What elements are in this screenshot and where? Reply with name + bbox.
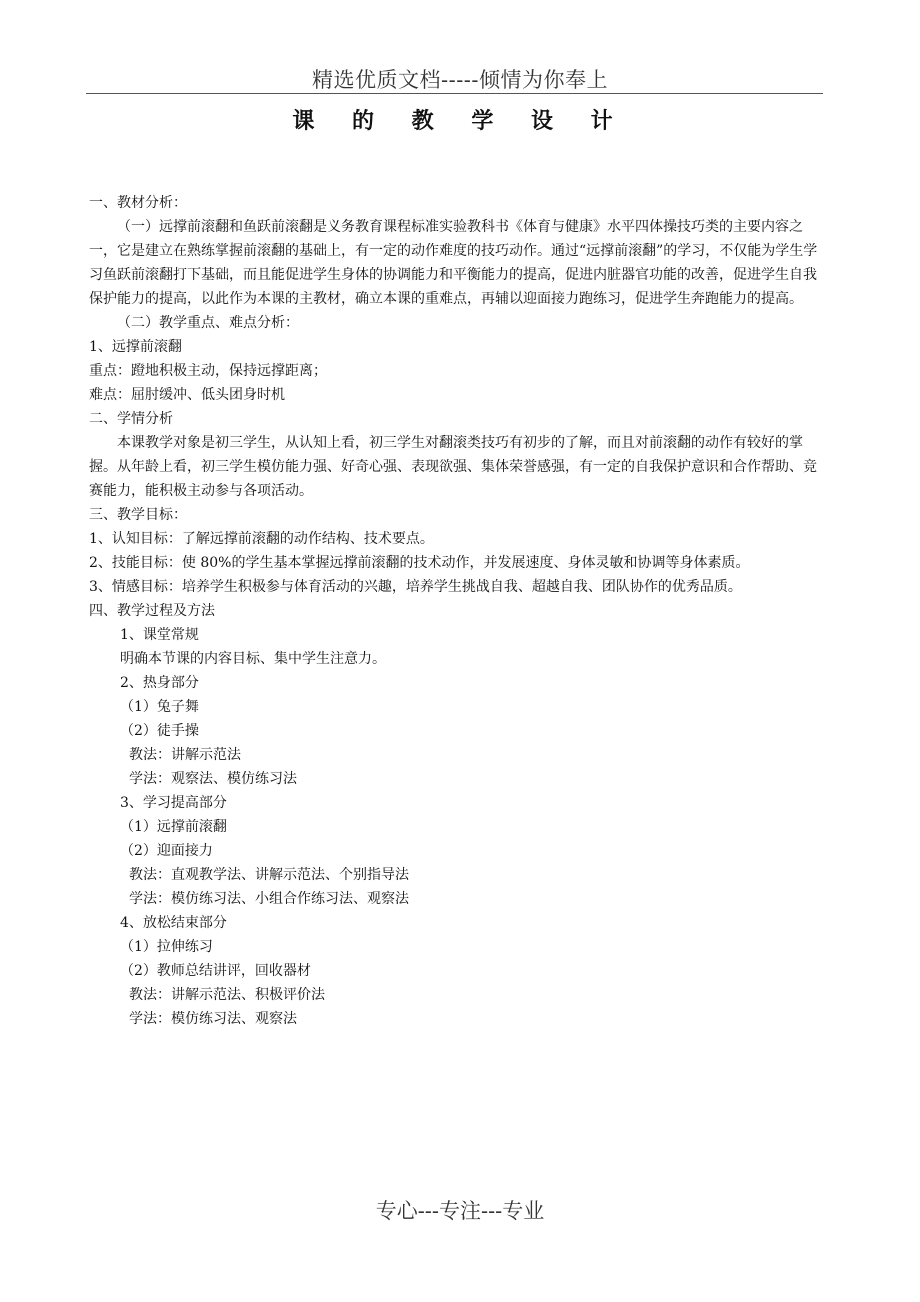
process-line: （2）徒手操	[120, 723, 199, 739]
list-item: 1、远撑前滚翻	[89, 339, 182, 355]
header-divider	[86, 93, 823, 94]
paragraph: （一）远撑前滚翻和鱼跃前滚翻是义务教育课程标准实验教科书《体育与健康》水平四体操技巧类的主要内容之一，它是建立在熟练掌握前滚翻的基础上，有一定的动作难度的技巧动作。通过“远撑前滚翻”的学习，不仅能为学生学习鱼跃前滚翻打下基础，而且能促进学生身体的协调能力和平衡能力的提高，促进内脏器官功能的改善，促进学生自我保护能力的提高，以此作为本课的主教材，确立本课的重难点，再辅以迎面接力跑练习，促进学生奔跑能力的提高。	[89, 219, 818, 307]
section-material-analysis	[89, 191, 822, 407]
goal-item	[89, 527, 822, 551]
process-line: 学法：模仿练习法、观察法	[129, 1011, 297, 1027]
process-line: 3、学习提高部分	[120, 795, 227, 811]
process-line: （1）拉伸练习	[120, 939, 213, 955]
process-line: 学法：模仿练习法、小组合作练习法、观察法	[129, 891, 409, 907]
goal-text: 了解远撑前滚翻的动作结构、技术要点。	[181, 531, 434, 547]
key-point: 重点：蹬地积极主动，保持远撑距离；	[89, 363, 327, 379]
goal-item	[89, 551, 822, 575]
difficult-point: 难点：屈肘缓冲、低头团身时机	[89, 387, 285, 403]
process-line: 教法：讲解示范法、积极评价法	[129, 987, 325, 1003]
goal-label: 1、认知目标：	[89, 531, 182, 547]
section-heading: 二、学情分析	[89, 411, 173, 427]
section-teaching-goals	[89, 503, 822, 599]
subheading: （二）教学重点、难点分析：	[117, 315, 299, 331]
process-line: 1、课堂常规	[120, 627, 199, 643]
page-header: 精选优质文档-----倾情为你奉上	[312, 68, 608, 92]
goal-text: 培养学生积极参与体育活动的兴趣，培养学生挑战自我、超越自我、团队协作的优秀品质。	[181, 579, 742, 595]
section-teaching-process	[89, 599, 822, 1031]
paragraph: 本课教学对象是初三学生，从认知上看，初三学生对翻滚类技巧有初步的了解，而且对前滚翻的动作有较好的掌握。从年龄上看，初三学生模仿能力强、好奇心强、表现欲强、集体荣誉感强，有一定的自我保护意识和合作帮助、竞赛能力，能积极主动参与各项活动。	[89, 435, 817, 499]
process-line: 教法：讲解示范法	[129, 747, 241, 763]
section-student-analysis	[89, 407, 822, 503]
process-line: 4、放松结束部分	[120, 915, 227, 931]
section-heading: 三、教学目标：	[89, 507, 187, 523]
goal-item	[89, 575, 822, 599]
page-footer: 专心---专注---专业	[375, 1199, 545, 1223]
process-line: （1）兔子舞	[120, 699, 199, 715]
process-line: 学法：观察法、模仿练习法	[129, 771, 297, 787]
process-line: （2）教师总结讲评，回收器材	[120, 963, 311, 979]
document-body	[89, 191, 822, 1031]
goal-label: 2、技能目标：	[89, 555, 182, 571]
process-line: 2、热身部分	[120, 675, 199, 691]
document-title: 课 的 教 学 设 计	[292, 109, 628, 134]
process-line: 教法：直观教学法、讲解示范法、个别指导法	[129, 867, 409, 883]
section-heading: 一、教材分析：	[89, 195, 187, 211]
process-line: （1）远撑前滚翻	[120, 819, 227, 835]
goal-text: 使 80%的学生基本掌握远撑前滚翻的技术动作，并发展速度、身体灵敏和协调等身体素质。	[181, 555, 750, 571]
section-heading: 四、教学过程及方法	[89, 603, 215, 619]
process-line: （2）迎面接力	[120, 843, 213, 859]
goal-label: 3、情感目标：	[89, 579, 182, 595]
process-line: 明确本节课的内容目标、集中学生注意力。	[120, 651, 386, 667]
